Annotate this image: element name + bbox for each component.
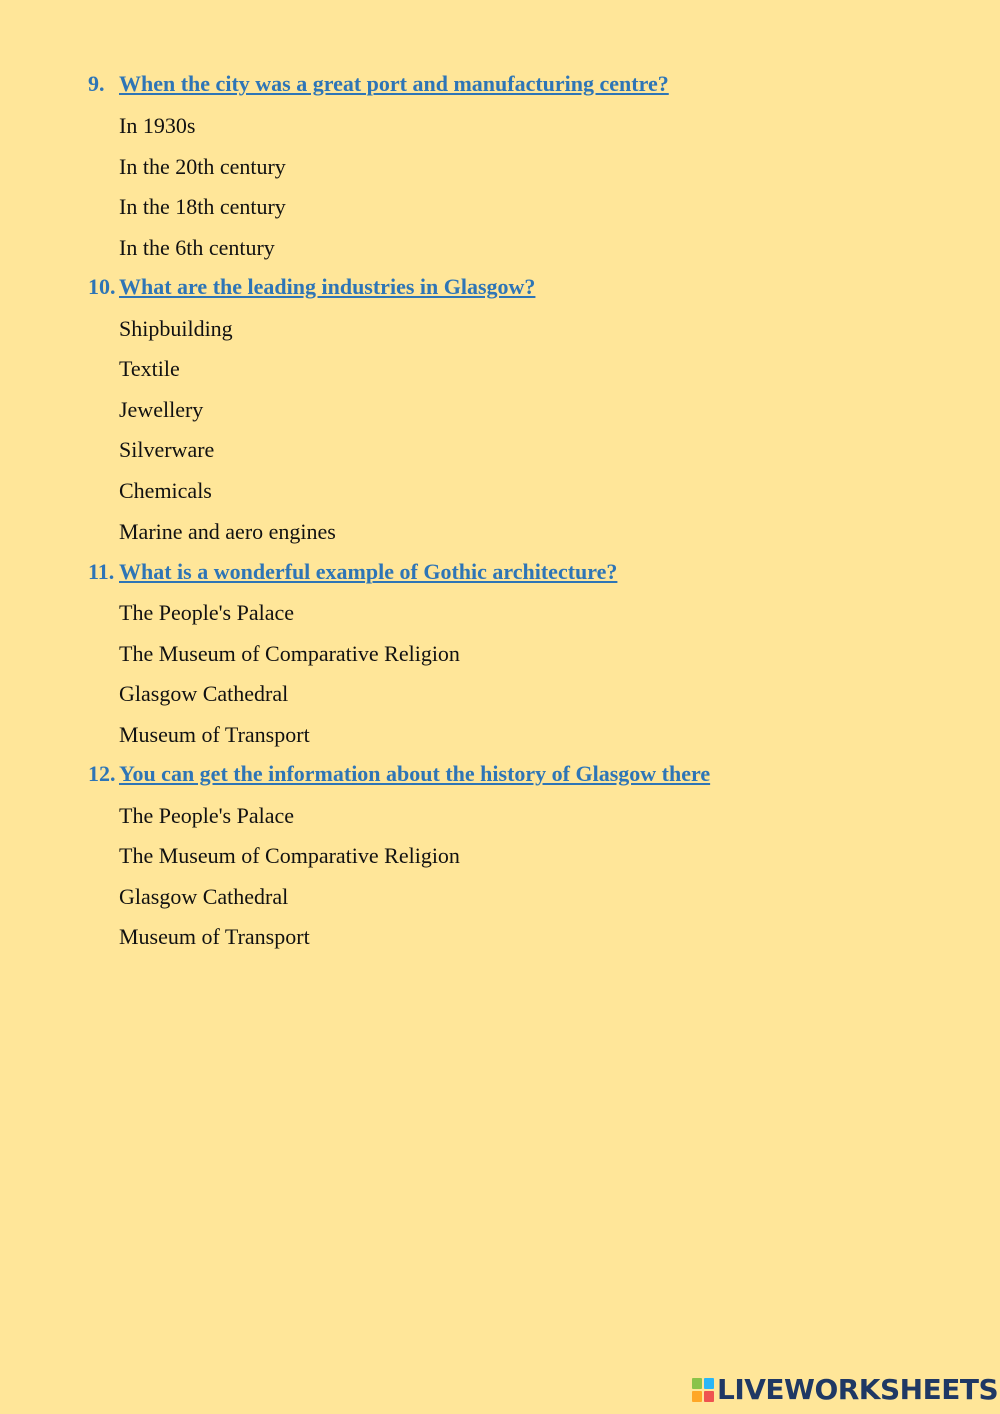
answer-option[interactable]: Marine and aero engines — [119, 519, 336, 544]
answer-option[interactable]: Glasgow Cathedral — [119, 884, 289, 909]
answer-option[interactable]: In 1930s — [119, 113, 196, 138]
question-number: 12. — [88, 761, 116, 786]
answer-option[interactable]: The Museum of Comparative Religion — [119, 843, 460, 868]
question-10 — [88, 274, 535, 300]
logo-square — [704, 1378, 714, 1389]
question-text[interactable]: When the city was a great port and manufacturing centre? — [119, 71, 669, 96]
answer-option[interactable]: Shipbuilding — [119, 316, 233, 341]
logo-square — [692, 1378, 702, 1389]
answer-option[interactable]: The People's Palace — [119, 600, 295, 625]
answer-option[interactable]: In the 6th century — [119, 235, 275, 260]
logo-square — [704, 1391, 714, 1402]
answer-option[interactable]: In the 18th century — [119, 194, 286, 219]
question-number: 11. — [88, 559, 115, 584]
answer-option[interactable]: The Museum of Comparative Religion — [119, 641, 460, 666]
answer-option[interactable]: Silverware — [119, 437, 215, 462]
question-text[interactable]: What are the leading industries in Glasgow? — [119, 274, 536, 299]
brand-name: LIVEWORKSHEETS — [717, 1373, 999, 1406]
answer-option[interactable]: Chemicals — [119, 478, 212, 503]
logo-square — [692, 1391, 702, 1402]
liveworksheets-logo-icon — [692, 1378, 714, 1402]
answer-option[interactable]: Textile — [119, 356, 180, 381]
question-11 — [88, 559, 617, 585]
question-number: 9. — [88, 71, 105, 96]
question-text[interactable]: You can get the information about the history of Glasgow there — [119, 761, 711, 786]
answer-option[interactable]: The People's Palace — [119, 803, 295, 828]
answer-option[interactable]: Museum of Transport — [119, 924, 310, 949]
liveworksheets-brand[interactable] — [692, 1374, 998, 1406]
question-9 — [88, 71, 669, 97]
question-12 — [88, 761, 710, 787]
answer-option[interactable]: In the 20th century — [119, 154, 286, 179]
answer-option[interactable]: Jewellery — [119, 397, 204, 422]
answer-option[interactable]: Glasgow Cathedral — [119, 681, 289, 706]
question-number: 10. — [88, 274, 116, 299]
question-text[interactable]: What is a wonderful example of Gothic architecture? — [119, 559, 618, 584]
answer-option[interactable]: Museum of Transport — [119, 722, 310, 747]
